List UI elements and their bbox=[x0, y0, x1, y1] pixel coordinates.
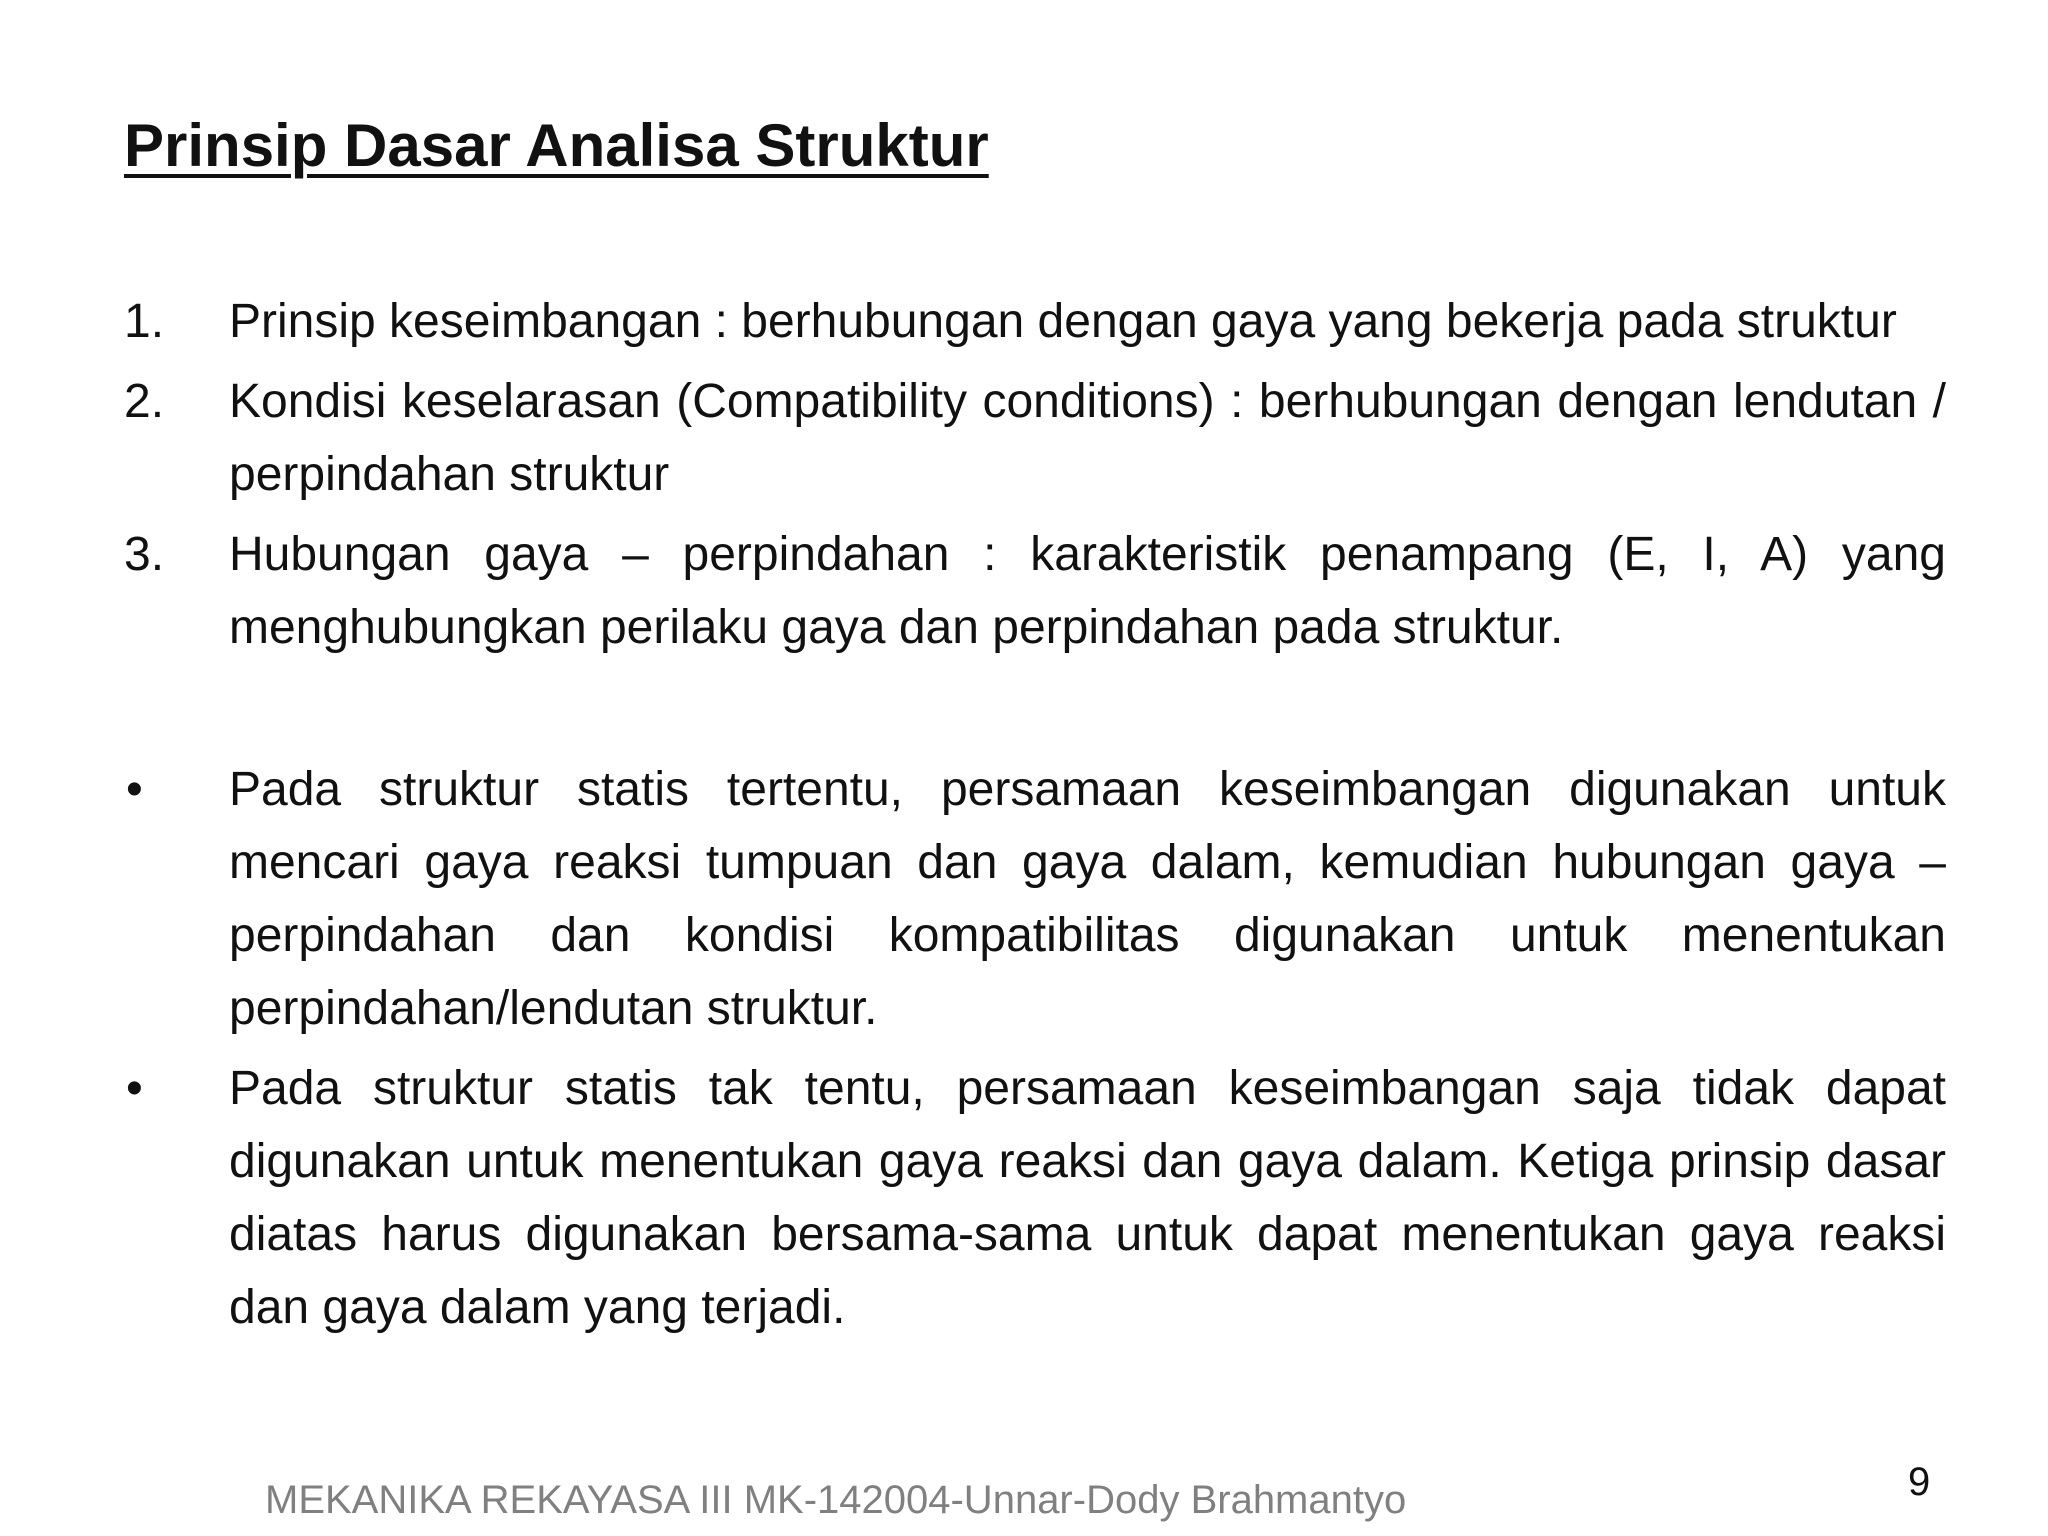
section-spacer bbox=[124, 671, 1946, 753]
slide-title: Prinsip Dasar Analisa Struktur bbox=[124, 112, 989, 179]
bullet-icon: • bbox=[126, 763, 143, 816]
list-number: 1. bbox=[124, 295, 165, 348]
bullet-item-1 bbox=[124, 753, 1946, 1045]
list-item-text: Hubungan gaya – perpindahan : karakteristik penampang (E, I, A) yang menghubungkan perilaku gaya dan perpindahan pada struktur. bbox=[229, 528, 1946, 654]
bullet-icon: • bbox=[126, 1062, 143, 1115]
page-number: 9 bbox=[1908, 1460, 1931, 1504]
numbered-item-3 bbox=[124, 518, 1946, 664]
slide-footer: MEKANIKA REKAYASA III MK-142004-Unnar-Dody Brahmantyo bbox=[265, 1478, 1407, 1522]
list-item-text: Prinsip keseimbangan : berhubungan dengan gaya yang bekerja pada struktur bbox=[229, 295, 1897, 348]
numbered-item-2 bbox=[124, 365, 1946, 511]
bullet-item-2 bbox=[124, 1052, 1946, 1344]
list-number: 3. bbox=[124, 528, 165, 581]
bullet-item-text: Pada struktur statis tak tentu, persamaan keseimbangan saja tidak dapat digunakan untuk menentukan gaya reaksi dan gaya dalam. Ketiga prinsip dasar diatas harus digunakan bersama-sama untuk dapat menentukan gaya reaksi dan gaya dalam yang terjadi. bbox=[229, 1062, 1946, 1334]
list-item-text: Kondisi keselarasan (Compatibility conditions) : berhubungan dengan lendutan / perpindahan struktur bbox=[229, 375, 1946, 501]
numbered-item-1 bbox=[124, 285, 1946, 358]
slide-content bbox=[124, 285, 1946, 1351]
list-number: 2. bbox=[124, 375, 165, 428]
bullet-item-text: Pada struktur statis tertentu, persamaan keseimbangan digunakan untuk mencari gaya reaksi tumpuan dan gaya dalam, kemudian hubungan gaya – perpindahan dan kondisi kompatibilitas digunakan untuk menentukan perpindahan/lendutan struktur. bbox=[229, 763, 1946, 1035]
